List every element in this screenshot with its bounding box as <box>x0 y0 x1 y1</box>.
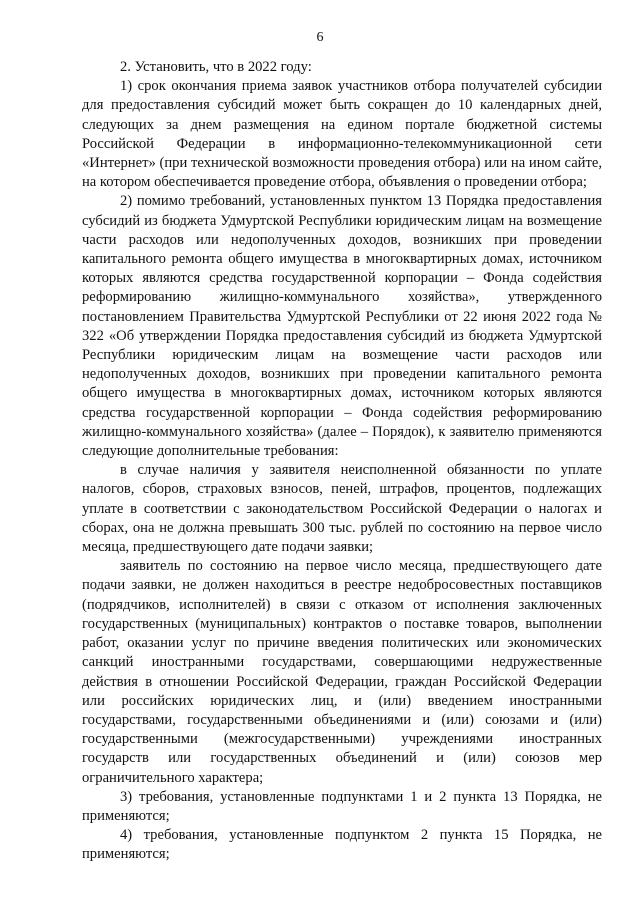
paragraph-subclause-3: 3) требования, установленные подпунктами 1 и 2 пункта 13 Порядка, не применяются; <box>82 788 602 824</box>
paragraph-subclause-4: 4) требования, установленные подпунктом 2 пункта 15 Порядка, не применяются; <box>82 827 602 863</box>
page-number: 6 <box>316 30 324 45</box>
paragraph-tax-requirement: в случае наличия у заявителя неисполненной обязанности по уплате налогов, сборов, страховых взносов, пеней, штрафов, процентов, подлежащих уплате в соответствии с законодательством Российской Федерации о налогах и сборах, она не должна превышать 300 тыс. рублей по состоянию на первое число месяца, предшествующего дате подачи заявки; <box>82 462 602 556</box>
paragraph-clause-2: 2. Установить, что в 2022 году: <box>120 59 312 75</box>
document-body <box>82 58 602 865</box>
paragraph-subclause-1: 1) срок окончания приема заявок участников отбора получателей субсидии для предоставления субсидий может быть сокращен до 10 календарных дней, следующих за днем размещения на едином портале бюджетной системы Российской Федерации в информационно-телекоммуникационной сети «Интернет» (при технической возможности проведения отбора) или на ином сайте, на котором обеспечивается проведение отбора, объявления о проведении отбора; <box>82 78 602 191</box>
paragraph-subclause-2: 2) помимо требований, установленных пунктом 13 Порядка предоставления субсидий из бюджета Удмуртской Республики юридическим лицам на возмещение части расходов или недополученных доходов, возникших при проведении капитального ремонта общего имущества в многоквартирных домах, источником которых являются средства государственной корпорации – Фонда содействия реформированию жилищно-коммунального хозяйства», утвержденного постановлением Правительства Удмуртской Республики от 22 июня 2022 года № 322 «Об утверждении Порядка предоставления субсидий из бюджета Удмуртской Республики юридическим лицам на возмещение части расходов или недополученных доходов, возникших при проведении капитального ремонта общего имущества в многоквартирных домах, источником которых являются средства государственной корпорации – Фонда содействия реформированию жилищно-коммунального хозяйства» (далее – Порядок), к заявителю применяются следующие дополнительные требования: <box>82 193 602 460</box>
paragraph-registry-requirement: заявитель по состоянию на первое число месяца, предшествующего дате подачи заявки, не должен находиться в реестре недобросовестных поставщиков (подрядчиков, исполнителей) в связи с отказом от исполнения заключенных государственных (муниципальных) контрактов о поставке товаров, выполнении работ, оказании услуг по причине введения политических или экономических санкций иностранными государствами, совершающими недружественные действия в отношении Российской Федерации, граждан Российской Федерации или российских юридических лиц, и (или) введением иностранными государствами, государственными объединениями и (или) союзами и (или) государственными (межгосударственными) учреждениями иностранных государств или государственных объединений и (или) союзов мер ограничительного характера; <box>82 558 602 786</box>
